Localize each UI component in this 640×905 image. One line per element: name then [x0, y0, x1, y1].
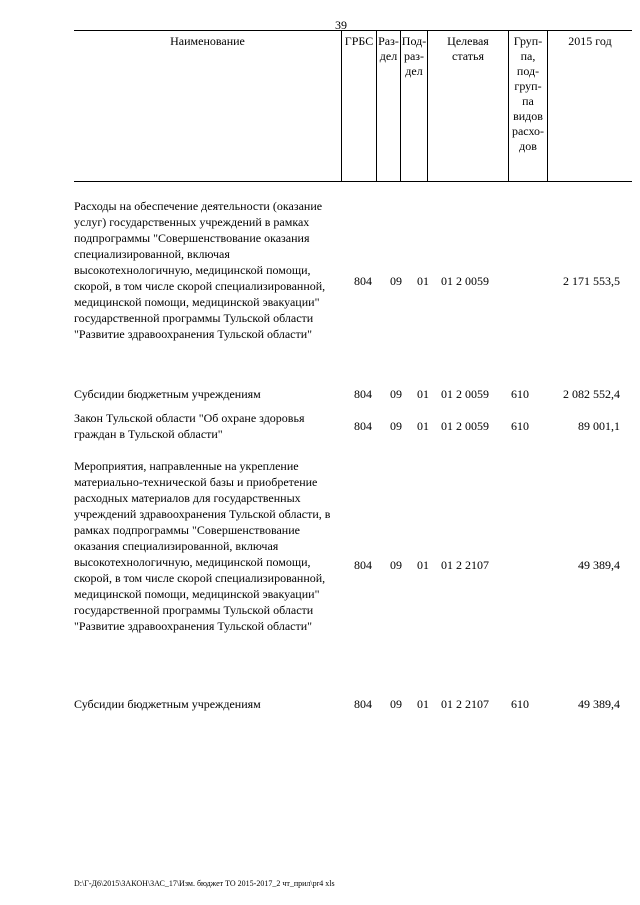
file-path-footer: D:\Г-Д6\2015\ЗАКОН\ЗАС_17\Изм. бюджет ТО 2015-2017_2 чт_прил\pr4 xls	[74, 879, 335, 888]
row-grbs: 804	[354, 419, 372, 433]
header-podrazdel: Под- раз- дел	[401, 31, 428, 181]
header-razdel: Раз- дел	[377, 31, 401, 181]
row-razdel: 09	[390, 387, 402, 401]
row-razdel: 09	[390, 697, 402, 711]
row-podrazdel: 01	[417, 274, 429, 288]
row-grbs: 804	[354, 697, 372, 711]
header-celevaya: Целевая статья	[428, 31, 509, 181]
row-celevaya: 01 2 2107	[441, 697, 489, 711]
row-razdel: 09	[390, 419, 402, 433]
header-gruppa: Груп- па, под- груп- па видов расхо- дов	[509, 31, 548, 181]
row-name: Мероприятия, направленные на укрепление материально-технической базы и приобретение расходных материалов для государственных учреждений здравоохранения Тульской области, в рамках подпрограммы "Совершенствование оказания специализированной, включая высокотехнологичную, медицинской помощи, скорой, в том числе скорой специализированной, медицинской помощи, медицинской эвакуации" государственной программы Тульской области "Развитие здравоохранения Тульской области"	[74, 459, 331, 633]
row-sum: 89 001,1	[578, 419, 620, 433]
row-sum: 2 082 552,4	[563, 387, 620, 401]
row-grbs: 804	[354, 558, 372, 572]
row-name: Субсидии бюджетным учреждениям	[74, 387, 261, 401]
row-gruppa: 610	[511, 387, 529, 401]
page-number: 39	[335, 18, 347, 32]
row-celevaya: 01 2 0059	[441, 419, 489, 433]
row-celevaya: 01 2 0059	[441, 274, 489, 288]
row-podrazdel: 01	[417, 387, 429, 401]
table-header	[74, 30, 632, 182]
row-gruppa: 610	[511, 419, 529, 433]
row-celevaya: 01 2 2107	[441, 558, 489, 572]
row-name: Субсидии бюджетным учреждениям	[74, 697, 261, 711]
row-sum: 49 389,4	[578, 697, 620, 711]
row-celevaya: 01 2 0059	[441, 387, 489, 401]
row-gruppa: 610	[511, 697, 529, 711]
row-name: Расходы на обеспечение деятельности (оказание услуг) государственных учреждений в рамках подпрограммы "Совершенствование оказания специализированной, включая высокотехнологичную, медицинской помощи, скорой, в том числе скорой специализированной, медицинской помощи, медицинской эвакуации" государственной программы Тульской области "Развитие здравоохранения Тульской области"	[74, 199, 326, 341]
row-podrazdel: 01	[417, 558, 429, 572]
row-razdel: 09	[390, 274, 402, 288]
row-sum: 2 171 553,5	[563, 274, 620, 288]
row-name: Закон Тульской области "Об охране здоровья граждан в Тульской области"	[74, 411, 305, 441]
header-grbs: ГРБС	[342, 31, 377, 181]
header-year: 2015 год	[568, 34, 612, 48]
row-razdel: 09	[390, 558, 402, 572]
header-name: Наименование	[74, 31, 342, 181]
row-podrazdel: 01	[417, 697, 429, 711]
row-grbs: 804	[354, 387, 372, 401]
row-sum: 49 389,4	[578, 558, 620, 572]
row-grbs: 804	[354, 274, 372, 288]
row-podrazdel: 01	[417, 419, 429, 433]
